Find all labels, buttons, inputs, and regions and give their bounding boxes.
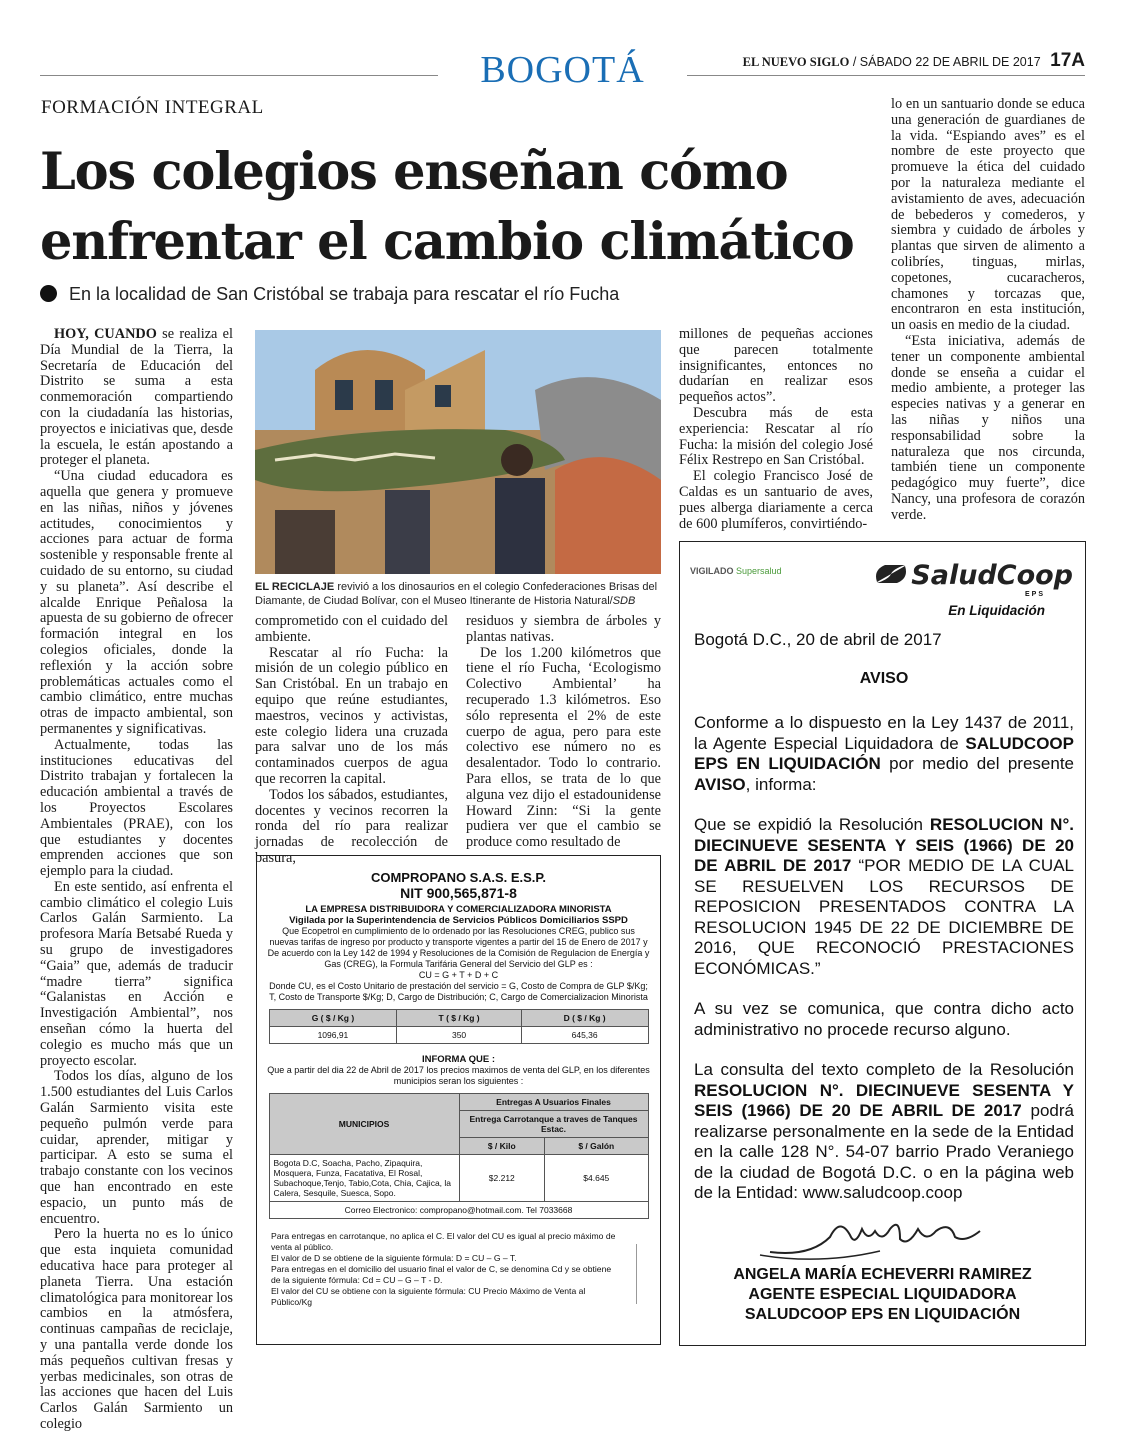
article-paragraph: residuos y siembra de árboles y plantas nativas. bbox=[466, 613, 661, 645]
article-paragraph: lo en un santuario donde se educa una generación de guardianes de la vida. “Espiando aves” es el nombre de este proyecto que promueve la ética del cuidado por la naturaleza mediante el avistamiento de aves, adecuación de bebederos y comederos, y siembra y cuidado de árboles y plantas que sirven de alimento a colibríes, tinguas, mirlas, copetones, cucaracheros, chamones y torcazas que, encontraron en esta institución, un oasis en medio de la ciudad. bbox=[891, 96, 1085, 334]
table-cell: 350 bbox=[397, 1027, 521, 1044]
article-paragraph: En este sentido, así enfrenta el cambio climático el colegio Luis Carlos Galán Sarmiento. La profesora María Betsabé Rueda y su grupo de investigadores “Gaia” que, además de traducir “madre tierra” significa “Galanistas en Acción e Investigación Ambiental”, nos enseñan cómo la huerta del colegio es mucho más que un proyecto escolar. bbox=[40, 878, 233, 1069]
notice-paragraph: Conforme a lo dispuesto en la Ley 1437 de 2011, la Agente Especial Liquidadora de SALUDCOOP EPS EN LIQUIDACIÓN por medio del presente AVISO, informa: bbox=[694, 713, 1075, 794]
table-header: Entregas A Usuarios Finales bbox=[459, 1094, 648, 1111]
article-paragraph: Actualmente, todas las instituciones educativas del Distrito trabajan y fortalecen la educación ambiental a través de los Proyectos Escolares Ambientales (PRAE), con los que estudiantes y docentes emprenden acciones que son ejemplo para la ciudad. bbox=[40, 736, 233, 880]
page-number: 17A bbox=[1050, 50, 1085, 71]
article-paragraph: Todos los sábados, estudiantes, docentes y vecinos recorren la ronda del río para realizar jornadas de recolección de basura, bbox=[255, 786, 448, 866]
supervision-stamp bbox=[636, 1244, 646, 1304]
notice-date: Bogotá D.C., 20 de abril de 2017 bbox=[694, 630, 942, 649]
logo-text: SaludCoop bbox=[911, 560, 1073, 591]
signer-org: SALUDCOOP EPS EN LIQUIDACIÓN bbox=[744, 1306, 1021, 1323]
table-header: G ( $ / Kg ) bbox=[269, 1010, 397, 1027]
article-paragraph: HOY, CUANDO se realiza el Día Mundial de la Tierra, la Secretaría de Educación del Distrito se suma a esta conmemoración compartiendo con la ciudadanía las historias, proyectos e iniciativas que, desde la escuela, le están apostando a proteger el planeta. bbox=[40, 326, 233, 469]
issue-date: / SÁBADO 22 DE ABRIL DE 2017 bbox=[852, 55, 1041, 69]
table-cell: Bogota D.C, Soacha, Pacho, Zipaquira, Mosquera, Funza, Facatativa, El Rosal, Subachoque,Tenjo, Tabio,Cota, Chia, Cajica, la Calera, Sesquile, Suesca, Sopo. bbox=[269, 1155, 459, 1202]
compropano-ad bbox=[256, 855, 661, 1345]
cost-table bbox=[269, 1009, 649, 1044]
caption-text: revivió a los dinosaurios en el colegio Confederaciones Brisas del Diamante, de Ciudad Bolívar, con el Museo Itinerante de Historia Natural/ bbox=[255, 581, 658, 607]
article-paragraph: “Esta iniciativa, además de tener un componente ambiental donde se enseña a cuidar el medio ambiente, a proteger las especies nativas y a generar en las niñas y niños una responsabilidad sobre la naturaleza que nos circunda, también tiene un componente pedagógico muy fuerte”, dice Nancy, una profesora de corazón verde. bbox=[891, 332, 1085, 523]
table-row bbox=[269, 1155, 648, 1202]
supersalud-label: Supersalud bbox=[736, 566, 782, 576]
logo-liquidacion: En Liquidación bbox=[948, 603, 1045, 618]
price-table bbox=[269, 1093, 649, 1219]
signer-block bbox=[680, 1265, 1085, 1325]
table-cell: $2.212 bbox=[459, 1155, 545, 1202]
company-supervision: Vigilada por la Superintendencia de Servicios Públicos Domiciliarios SSPD bbox=[289, 915, 628, 926]
table-row bbox=[269, 1027, 648, 1044]
contact-cell: Correo Electronico: compropano@hotmail.com. Tel 7033668 bbox=[269, 1202, 648, 1219]
notice-body bbox=[694, 630, 1074, 1224]
article-photo bbox=[255, 330, 661, 574]
logo-eps: EPS bbox=[1024, 591, 1045, 598]
article-kicker: FORMACIÓN INTEGRAL bbox=[41, 97, 264, 118]
table-header: T ( $ / Kg ) bbox=[397, 1010, 521, 1027]
tariff-note: El valor de D se obtiene de la siguiente fórmula: D = CU – G – T. bbox=[271, 1253, 517, 1263]
table-header: Entrega Carrotanque a traves de Tanques Estac. bbox=[459, 1111, 648, 1138]
company-nit: NIT 900,565,871-8 bbox=[400, 885, 517, 901]
tariff-intro: Que Ecopetrol en cumplimiento de lo ordenado por las Resoluciones CREG, publico sus nuevas tarifas de ingreso por producto y transporte vigentes a partir del 15 de Enero de 2017 y De acuerdo con la Ley 142 de 1994 y Resoluciones de la Comisión de Regulacion de Energía y Gas (CREG), la Formula Tarifária General del Servicio del GLP es : bbox=[267, 926, 650, 969]
article-column-4 bbox=[891, 97, 1085, 527]
tariff-notes bbox=[257, 1231, 637, 1308]
article-paragraph: El colegio Francisco José de Caldas es un santuario de aves, pues alberga diariamente a cerca de 600 plumíferos, convirtiéndo- bbox=[679, 468, 873, 532]
tariff-note: Para entregas en el domicilio del usuario final el valor de C, se denomina Cd y se obtiene de la siguiente fórmula: Cd = CU – G – T - D. bbox=[271, 1264, 612, 1285]
caption-credit: SDB bbox=[612, 595, 636, 607]
tariff-note: El valor del CU se obtiene con la siguiente fórmula: CU Precio Máximo de Venta al Público/Kg bbox=[271, 1286, 586, 1307]
table-header: $ / Kilo bbox=[459, 1138, 545, 1155]
saludcoop-logo bbox=[871, 560, 1073, 591]
article-paragraph: Rescatar al río Fucha: la misión de un colegio público en San Cristóbal. En un trabajo en equipo que reúne estudiantes, maestros, vecinos y activistas, este colegio lidera una cruzada para salvar uno de los más contaminados cuerpos de agua que recorren la capital. bbox=[255, 644, 448, 787]
table-cell: 1096,91 bbox=[269, 1027, 397, 1044]
handwritten-signature bbox=[750, 1207, 990, 1267]
bullet-icon bbox=[40, 285, 57, 302]
article-column-3-lower bbox=[466, 613, 661, 851]
tariff-note: Para entregas en carrotanque, no aplica el C. El valor del CU es igual al precio máximo de venta al público. bbox=[271, 1231, 616, 1252]
vigilado-label: VIGILADO bbox=[690, 566, 734, 576]
article-paragraph: De los 1.200 kilómetros que tiene el río Fucha, ‘Ecologismo Colectivo Ambiental’ ha recuperado 1.3 kilómetros. Eso sólo representa el 2% de este cuerpo de agua, pero para este colectivo ese número no es desalentador. Todo lo contrario. Para ellos, se trata de lo que alguna vez dijo el estadounidense Howard Zinn: “Si la gente pudiera ver que el cambio se produce como resultado de bbox=[466, 644, 661, 851]
header-rule-right bbox=[687, 75, 1085, 76]
table-row bbox=[269, 1010, 648, 1027]
saludcoop-ad bbox=[679, 541, 1086, 1346]
article-paragraph: comprometido con el cuidado del ambiente. bbox=[255, 613, 448, 645]
article-paragraph: Pero la huerta no es lo único que esta inquieta comunidad educativa hace para proteger al planeta Tierra. Una estación climatológica para monitorear los cambios en la atmósfera, continuas campañas de reciclaje, y una pantalla verde donde los más pequeños cultivan fresas y yerbas medicinales, son otras de las acciones que hacen del Luis Carlos Galán Sarmiento un colegio bbox=[40, 1226, 233, 1432]
tariff-definitions: Donde CU, es el Costo Unitario de prestación del servicio = G, Costo de Compra de GLP $/Kg; T, Costo de Transporte $/Kg; D, Cargo de Distribución; C, Cargo de Comercializacion Minorista bbox=[269, 981, 648, 1002]
informa-heading: INFORMA QUE : bbox=[421, 1054, 495, 1065]
notice-paragraph: A su vez se comunica, que contra dicho acto administrativo no procede recurso alguno. bbox=[694, 999, 1074, 1039]
article-paragraph: Todos los días, alguno de los 1.500 estudiantes del Luis Carlos Galán Sarmiento visita este pequeño pulmón verde para cuidar, aprender, mitigar y participar. A esto se suma el trabajo constante con los vecinos que han encontrado en este espacio, un punto más de encuentro. bbox=[40, 1068, 233, 1227]
informa-text: Que a partir del dia 22 de Abril de 2017 los precios maximos de venta del GLP, en los diferentes municipios seran los siguientes : bbox=[267, 1065, 650, 1086]
section-title: BOGOTÁ bbox=[480, 49, 645, 91]
company-name: COMPROPANO S.A.S. E.S.P. bbox=[370, 870, 547, 885]
article-paragraph: millones de pequeñas acciones que parecen totalmente insignificantes, entonces no dudarían en realizar esos pequeños actos”. bbox=[679, 326, 873, 406]
table-cell: 645,36 bbox=[521, 1027, 648, 1044]
notice-paragraph: Que se expidió la Resolución RESOLUCION N°. DIECINUEVE SESENTA Y SEIS (1966) DE 20 DE ABRIL DE 2017 “POR MEDIO DE LA CUAL SE RESUELVEN LOS RECURSOS DE REPOSICION PRESENTADOS CONTRA LA RESOLUCION 1945 DE 22 DE DICIEMBRE DE 2016, QUE RECONOCIÓ PRESTACIONES ECONÓMICAS.” bbox=[694, 815, 1074, 978]
article-paragraph: “Una ciudad educadora es aquella que genera y promueve en las niñas, niños y jóvenes actitudes, conocimientos y acciones para actuar de forma sostenible y responsable frente al cuidado de su entorno, su ciudad y su planeta”. Así describe el alcalde Enrique Peñalosa la apuesta de su gobierno de ofrecer formación integral en los colegios oficiales, donde la reflexión y la acción sobre problemáticas actuales como el cambio climático, entre muchas otras de impacto ambiental, son permanentes y significativas. bbox=[40, 468, 233, 737]
photo-illustration bbox=[255, 330, 661, 574]
table-row bbox=[269, 1202, 648, 1219]
article-column-3-upper bbox=[679, 326, 873, 532]
paper-name: EL NUEVO SIGLO bbox=[742, 55, 850, 69]
company-role: LA EMPRESA DISTRIBUIDORA Y COMERCIALIZADORA MINORISTA bbox=[305, 904, 612, 915]
article-headline: Los colegios enseñan cómo enfrentar el cambio climático bbox=[40, 142, 854, 272]
signer-role: AGENTE ESPECIAL LIQUIDADORA bbox=[748, 1286, 1017, 1303]
vigilado-mark bbox=[690, 566, 782, 576]
article-column-1 bbox=[40, 326, 233, 1432]
signer-name: ANGELA MARÍA ECHEVERRI RAMIREZ bbox=[733, 1266, 1032, 1283]
table-header: D ( $ / Kg ) bbox=[521, 1010, 648, 1027]
saludcoop-logo-icon bbox=[871, 560, 911, 588]
lead-label: HOY, CUANDO bbox=[54, 326, 157, 342]
article-paragraph: Descubra más de esta experiencia: Rescatar al río Fucha: la misión del colegio José Félix Restrepo en San Cristóbal. bbox=[679, 404, 873, 469]
notice-title: AVISO bbox=[859, 669, 909, 687]
caption-label: EL RECICLAJE bbox=[255, 581, 335, 593]
notice-paragraph: La consulta del texto completo de la Resolución RESOLUCION N°. DIECINUEVE SESENTA Y SEIS (1966) DE 20 DE ABRIL DE 2017 podrá realizarse personalmente en la sede de la Entidad en la calle 128 N°. 54-07 barrio Prado Veraniego de la ciudad de Bogotá D.C. o en la página web de la Entidad: www.saludcoop.coop bbox=[694, 1060, 1074, 1202]
header-rule-left bbox=[40, 75, 438, 76]
table-row bbox=[269, 1094, 648, 1111]
table-header: $ / Galón bbox=[545, 1138, 648, 1155]
table-cell: $4.645 bbox=[545, 1155, 648, 1202]
photo-caption bbox=[255, 580, 661, 608]
deck-text: En la localidad de San Cristóbal se trabaja para rescatar el río Fucha bbox=[69, 284, 620, 304]
tariff-formula: CU = G + T + D + C bbox=[418, 970, 499, 980]
article-deck bbox=[40, 284, 619, 305]
table-header: MUNICIPIOS bbox=[269, 1094, 459, 1155]
article-column-2 bbox=[255, 613, 448, 866]
page-folio bbox=[743, 50, 1085, 72]
